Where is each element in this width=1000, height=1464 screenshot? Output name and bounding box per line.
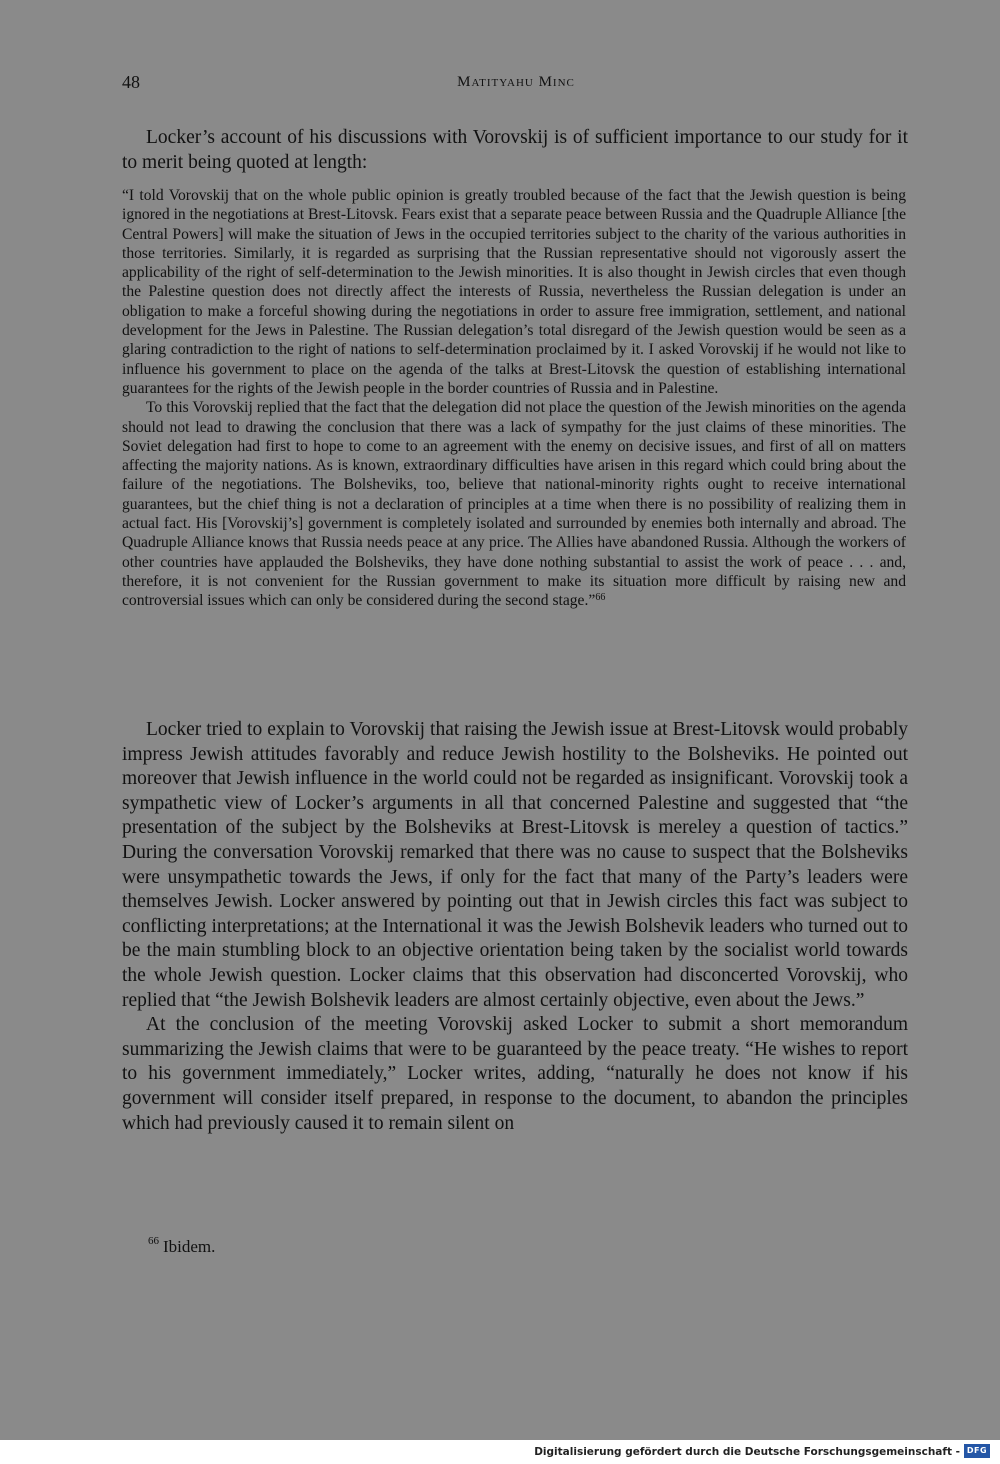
body-paragraph-1: Locker tried to explain to Vorovskij that raising the Jewish issue at Brest-Litovsk would probably impress Jewish attitudes favorably and reduce Jewish hostility to the Bolsheviks. He pointed out moreover that Jewish influence in the world could not be regarded as insignificant. Vorovskij took a sympathetic view of Locker’s arguments in all that concerned Palestine and suggested that “the presentation of the subject by the Bolsheviks at Brest-Litovsk is mereley a question of tactics.” During the conversation Vorovskij remarked that there was no cause to suspect that the Bolsheviks were unsympathetic towards the Jews, if only for the fact that many of the Party’s leaders were themselves Jewish. Locker answered by pointing out that in Jewish circles this fact was subject to conflicting interpretations; at the International it was the Jewish Bolshevik leaders who turned out to be the main stumbling block to an objective orientation being taken by the socialist world towards the whole Jewish question. Locker claims that this observation had disconcerted Vorovskij, who replied that “the Jewish Bolshevik leaders are almost certainly objective, even about the Jews.” xyxy=(122,719,908,1011)
footnote-text: Ibidem. xyxy=(163,1237,216,1256)
credit-text: Digitalisierung gefördert durch die Deutsche Forschungsgemeinschaft - xyxy=(534,1446,960,1458)
quote-paragraph-2 xyxy=(122,398,906,610)
intro-section xyxy=(122,126,908,175)
intro-paragraph: Locker’s account of his discussions with Vorovskij is of sufficient importance to our study for it to merit being quoted at length: xyxy=(122,127,908,173)
quote-paragraph-1: “I told Vorovskij that on the whole public opinion is greatly troubled because of the fact that the Jewish question is being ignored in the negotiations at Brest-Litovsk. Fears exist that a separate peace between Russia and the Quadruple Alliance [the Central Powers] will make the situation of Jews in the occupied territories subject to the charity of the various authorities in those territories. Similarly, it is regarded as surprising that the Russian representative should not vigorously assert the applicability of the right of self-determination to the Jewish minorities. It is also thought in Jewish circles that even though the Palestine question does not directly affect the interests of Russia, nevertheless the Russian delegation is under an obligation to make a forceful showing during the negotiations in order to assure free immigration, settlement, and national development for the Jews in Palestine. The Russian delegation’s total disregard of the Jewish question would be seen as a glaring contradiction to the right of nations to self-determination proclaimed by it. I asked Vorovskij if he would not like to influence his government to place on the agenda of the talks at Brest-Litovsk the question of establishing international guarantees for the rights of the Jewish people in the border countries of Russia and in Palestine. xyxy=(122,187,906,397)
body-section xyxy=(122,718,908,1136)
footnote-number: 66 xyxy=(148,1235,159,1247)
quote-paragraph-2-text: To this Vorovskij replied that the fact that the delegation did not place the question of the Jewish minorities on the agenda should not lead to drawing the conclusion that there was a lack of sympathy for the just claims of these minorities. The Soviet delegation had first to hope to come to an agreement with the enemy on decisive issues, and first of all on matters affecting the majority nations. As is known, extraordinary difficulties have arisen in this regard which could bring about the failure of the negotiations. The Bolsheviks, too, believe that national-minority rights ought to receive international guarantees, but the chief thing is not a declaration of principles at a time when there is no possibility of realizing them in actual fact. His [Vorovskij’s] government is completely isolated and surrounded by enemies both internally and abroad. The Quadruple Alliance knows that Russia needs peace at any price. The Allies have abandoned Russia. Although the workers of other countries have applauded the Bolsheviks, they have done nothing substantial to assist the work of peace . . . and, therefore, it is not convenient for the Russian government to make its situation more difficult by raising new and controversial issues which can only be considered during the second stage.” xyxy=(122,399,906,610)
block-quote xyxy=(122,186,906,611)
page-number: 48 xyxy=(122,72,140,92)
body-paragraph-2: At the conclusion of the meeting Vorovskij asked Locker to submit a short memorandum summarizing the Jewish claims that were to be guaranteed by the peace treaty. “He wishes to report to his government immediately,” Locker writes, adding, “naturally he does not know if his government will consider itself prepared, in response to the document, to abandon the principles which had previously caused it to remain silent on xyxy=(122,1014,908,1134)
dfg-logo-icon[interactable]: DFG xyxy=(964,1444,990,1458)
footnote xyxy=(148,1237,215,1257)
page-header xyxy=(122,72,910,98)
footnote-reference: 66 xyxy=(595,592,606,604)
digitization-credit-bar xyxy=(0,1440,1000,1464)
running-head: Matityahu Minc xyxy=(457,74,575,90)
